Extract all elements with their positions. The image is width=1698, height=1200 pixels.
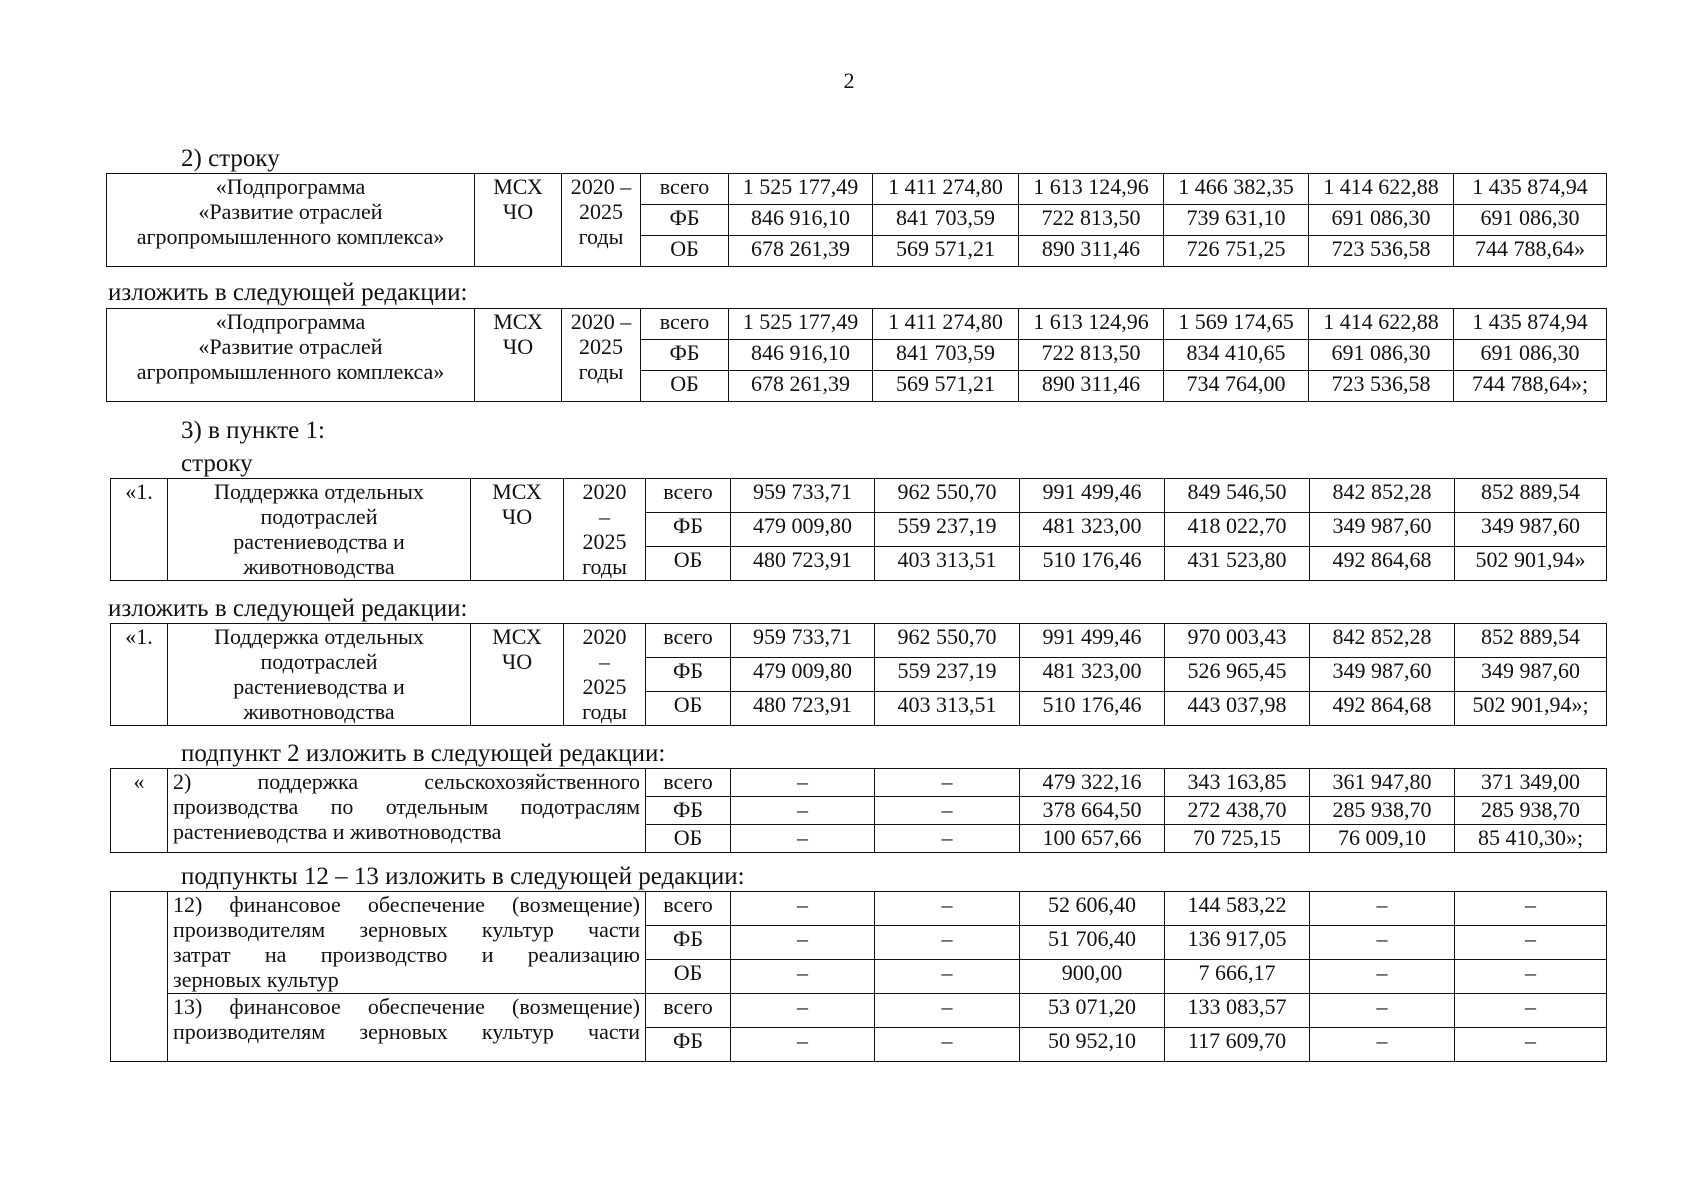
period-line: 2020 — [582, 479, 627, 504]
value-cell: 403 313,51 — [875, 547, 1020, 581]
program-name-line: «Подпрограмма — [215, 174, 366, 199]
period-line: 2025 — [579, 334, 623, 359]
value-cell: 51 706,40 — [1020, 926, 1165, 960]
executor-line: МСХ — [492, 479, 542, 504]
value-cell: – — [731, 797, 875, 825]
heading-edit: изложить в следующей редакции: — [108, 595, 468, 622]
budget-label: всего — [646, 892, 731, 926]
value-cell: 7 666,17 — [1165, 960, 1310, 994]
heading-row: строку — [181, 450, 253, 477]
value-cell: 479 009,80 — [731, 513, 875, 547]
description-line: 13) финансовое обеспечение (возмещение) — [173, 994, 640, 1019]
executor-line: ЧО — [501, 649, 533, 674]
value-cell: – — [731, 1028, 875, 1062]
value-cell: – — [731, 825, 875, 853]
value-cell: – — [875, 825, 1020, 853]
value-cell: – — [731, 994, 875, 1028]
program-name-line: Поддержка отдельных — [214, 479, 424, 504]
program-name-line: животноводства — [243, 554, 395, 579]
budget-label: ОБ — [646, 960, 731, 994]
heading-row: 2) строку — [181, 145, 280, 172]
executor — [471, 624, 564, 726]
budget-label: ФБ — [646, 1028, 731, 1062]
value-cell: 431 523,80 — [1165, 547, 1310, 581]
executor-line: МСХ — [492, 624, 542, 649]
subpoints-12-13-table — [110, 891, 1607, 1062]
value-cell: – — [875, 994, 1020, 1028]
value-cell: 70 725,15 — [1165, 825, 1310, 853]
budget-label: ФБ — [646, 658, 731, 692]
support-table-new — [110, 623, 1607, 726]
description-line: зерновых культур — [173, 967, 339, 992]
value-cell: 492 864,68 — [1310, 692, 1455, 726]
period — [562, 174, 641, 267]
period-line: – — [599, 649, 610, 674]
value-cell: 890 311,46 — [1019, 371, 1164, 402]
executor-line: ЧО — [502, 199, 534, 224]
item-number: «1. — [111, 624, 168, 726]
program-name-line: животноводства — [243, 699, 395, 724]
value-cell: 678 261,39 — [729, 371, 873, 402]
value-cell: 349 987,60 — [1310, 658, 1455, 692]
value-cell: 349 987,60 — [1455, 658, 1607, 692]
value-cell: 900,00 — [1020, 960, 1165, 994]
period-line: 2025 — [582, 674, 627, 699]
table-row — [107, 309, 1607, 340]
value-cell: – — [1455, 994, 1607, 1028]
description-line: затрат на производство и реализацию — [173, 942, 640, 967]
value-cell: – — [731, 892, 875, 926]
value-cell: 841 703,59 — [873, 205, 1019, 236]
subprogram-table-new — [106, 308, 1607, 402]
program-name — [168, 624, 471, 726]
budget-label: ОБ — [646, 825, 731, 853]
period — [562, 309, 641, 402]
heading-subpoint: подпункт 2 изложить в следующей редакции: — [181, 740, 666, 767]
value-cell: 852 889,54 — [1455, 624, 1607, 658]
value-cell: 691 086,30 — [1454, 340, 1607, 371]
period-line: 2020 – — [570, 309, 632, 334]
value-cell: – — [1455, 892, 1607, 926]
period — [564, 624, 646, 726]
program-name-line: подотраслей — [260, 504, 378, 529]
table-row — [111, 624, 1607, 658]
description-line: 2) поддержка сельскохозяйственного — [173, 769, 640, 794]
value-cell: 959 733,71 — [731, 624, 875, 658]
value-cell: 569 571,21 — [873, 371, 1019, 402]
value-cell: 285 938,70 — [1310, 797, 1455, 825]
value-cell: 492 864,68 — [1310, 547, 1455, 581]
value-cell: 481 323,00 — [1020, 658, 1165, 692]
program-name-line: агропромышленного комплекса» — [136, 224, 445, 249]
value-cell: 1 525 177,49 — [729, 309, 873, 340]
value-cell: 723 536,58 — [1309, 371, 1454, 402]
value-cell: 691 086,30 — [1309, 205, 1454, 236]
value-cell: 144 583,22 — [1165, 892, 1310, 926]
value-cell: 846 916,10 — [729, 205, 873, 236]
budget-label: всего — [641, 309, 729, 340]
value-cell: 510 176,46 — [1020, 692, 1165, 726]
executor-line: МСХ — [493, 309, 543, 334]
value-cell: 959 733,71 — [731, 479, 875, 513]
value-cell: 991 499,46 — [1020, 624, 1165, 658]
program-name-line: растениеводства и — [233, 529, 405, 554]
value-cell: – — [875, 892, 1020, 926]
period-line: годы — [582, 554, 627, 579]
heading-point: 3) в пункте 1: — [181, 417, 325, 444]
value-cell: 479 322,16 — [1020, 769, 1165, 797]
value-cell: 734 764,00 — [1164, 371, 1309, 402]
subpoint2-table — [110, 768, 1607, 853]
value-cell: 502 901,94»; — [1455, 692, 1607, 726]
value-cell: 361 947,80 — [1310, 769, 1455, 797]
subprogram-table-old — [106, 173, 1607, 267]
value-cell: 510 176,46 — [1020, 547, 1165, 581]
value-cell: 502 901,94» — [1455, 547, 1607, 581]
description-line: растениеводства и животноводства — [173, 819, 502, 844]
value-cell: 962 550,70 — [875, 479, 1020, 513]
description-line: производителям зерновых культур части — [173, 917, 640, 942]
value-cell: – — [731, 769, 875, 797]
value-cell: 722 813,50 — [1019, 205, 1164, 236]
executor — [475, 174, 562, 267]
value-cell: 418 022,70 — [1165, 513, 1310, 547]
heading-subpoints: подпункты 12 – 13 изложить в следующей редакции: — [181, 863, 745, 890]
value-cell: 1 569 174,65 — [1164, 309, 1309, 340]
value-cell: 744 788,64» — [1454, 236, 1607, 267]
program-name-line: «Подпрограмма — [215, 309, 366, 334]
value-cell: 1 435 874,94 — [1454, 174, 1607, 205]
value-cell: 962 550,70 — [875, 624, 1020, 658]
value-cell: – — [875, 1028, 1020, 1062]
value-cell: – — [875, 797, 1020, 825]
description-line: производства по отдельным подотраслям — [173, 794, 640, 819]
program-name — [168, 479, 471, 581]
executor-line: ЧО — [502, 334, 534, 359]
program-name-line: подотраслей — [260, 649, 378, 674]
value-cell: 1 435 874,94 — [1454, 309, 1607, 340]
value-cell: 842 852,28 — [1310, 624, 1455, 658]
period-line: годы — [578, 359, 624, 384]
value-cell: 133 083,57 — [1165, 994, 1310, 1028]
value-cell: 117 609,70 — [1165, 1028, 1310, 1062]
period-line: – — [599, 504, 610, 529]
table-row — [111, 769, 1607, 797]
description-line: 12) финансовое обеспечение (возмещение) — [173, 892, 640, 917]
period-line: 2020 – — [570, 174, 632, 199]
budget-label: ОБ — [641, 236, 729, 267]
value-cell: 349 987,60 — [1310, 513, 1455, 547]
value-cell: 403 313,51 — [875, 692, 1020, 726]
value-cell: 846 916,10 — [729, 340, 873, 371]
budget-label: ФБ — [641, 205, 729, 236]
value-cell: – — [1455, 960, 1607, 994]
value-cell: 479 009,80 — [731, 658, 875, 692]
program-name-line: растениеводства и — [233, 674, 405, 699]
value-cell: 85 410,30»; — [1455, 825, 1607, 853]
value-cell: 100 657,66 — [1020, 825, 1165, 853]
value-cell: – — [1310, 892, 1455, 926]
value-cell: 371 349,00 — [1455, 769, 1607, 797]
value-cell: 890 311,46 — [1019, 236, 1164, 267]
value-cell: 272 438,70 — [1165, 797, 1310, 825]
value-cell: – — [1455, 1028, 1607, 1062]
executor — [475, 309, 562, 402]
value-cell: – — [1310, 926, 1455, 960]
budget-label: ОБ — [641, 371, 729, 402]
executor-line: МСХ — [493, 174, 543, 199]
value-cell: 481 323,00 — [1020, 513, 1165, 547]
value-cell: 726 751,25 — [1164, 236, 1309, 267]
value-cell: 1 613 124,96 — [1019, 174, 1164, 205]
value-cell: 1 414 622,88 — [1309, 309, 1454, 340]
value-cell: 1 411 274,80 — [873, 174, 1019, 205]
program-name-line: Поддержка отдельных — [214, 624, 424, 649]
heading-edit: изложить в следующей редакции: — [108, 279, 468, 306]
support-table-old — [110, 478, 1607, 581]
budget-label: всего — [646, 624, 731, 658]
value-cell: 50 952,10 — [1020, 1028, 1165, 1062]
budget-label: всего — [646, 479, 731, 513]
value-cell: 52 606,40 — [1020, 892, 1165, 926]
value-cell: 1 411 274,80 — [873, 309, 1019, 340]
value-cell: – — [875, 769, 1020, 797]
table-row — [111, 479, 1607, 513]
budget-label: ФБ — [646, 926, 731, 960]
program-name — [107, 174, 475, 267]
program-name-line: «Развитие отраслей — [198, 334, 383, 359]
budget-label: ФБ — [646, 513, 731, 547]
value-cell: 76 009,10 — [1310, 825, 1455, 853]
program-name-line: «Развитие отраслей — [198, 199, 383, 224]
period-line: годы — [578, 224, 624, 249]
value-cell: 691 086,30 — [1454, 205, 1607, 236]
value-cell: – — [1310, 1028, 1455, 1062]
value-cell: 1 613 124,96 — [1019, 309, 1164, 340]
value-cell: 691 086,30 — [1309, 340, 1454, 371]
executor-line: ЧО — [501, 504, 533, 529]
value-cell: 559 237,19 — [875, 513, 1020, 547]
period-line: 2020 — [582, 624, 627, 649]
period — [564, 479, 646, 581]
budget-label: ФБ — [641, 340, 729, 371]
value-cell: – — [1310, 994, 1455, 1028]
value-cell: 852 889,54 — [1455, 479, 1607, 513]
budget-label: всего — [646, 769, 731, 797]
budget-label: всего — [641, 174, 729, 205]
value-cell: 739 631,10 — [1164, 205, 1309, 236]
value-cell: 285 938,70 — [1455, 797, 1607, 825]
value-cell: 849 546,50 — [1165, 479, 1310, 513]
value-cell: – — [875, 960, 1020, 994]
value-cell: 678 261,39 — [729, 236, 873, 267]
value-cell: 480 723,91 — [731, 692, 875, 726]
value-cell: – — [875, 926, 1020, 960]
value-cell: 1 414 622,88 — [1309, 174, 1454, 205]
value-cell: 343 163,85 — [1165, 769, 1310, 797]
period-line: 2025 — [579, 199, 623, 224]
item-description — [168, 769, 646, 853]
budget-label: всего — [646, 994, 731, 1028]
budget-label: ОБ — [646, 547, 731, 581]
budget-label: ФБ — [646, 797, 731, 825]
table-row — [111, 994, 1607, 1028]
value-cell: 443 037,98 — [1165, 692, 1310, 726]
value-cell: 53 071,20 — [1020, 994, 1165, 1028]
item-number — [111, 892, 168, 1062]
budget-label: ОБ — [646, 692, 731, 726]
value-cell: 970 003,43 — [1165, 624, 1310, 658]
table-row — [111, 892, 1607, 926]
value-cell: – — [731, 960, 875, 994]
value-cell: 744 788,64»; — [1454, 371, 1607, 402]
value-cell: – — [1455, 926, 1607, 960]
period-line: 2025 — [582, 529, 627, 554]
value-cell: – — [731, 926, 875, 960]
value-cell: – — [1310, 960, 1455, 994]
item-number: « — [111, 769, 168, 853]
value-cell: 1 525 177,49 — [729, 174, 873, 205]
period-line: годы — [582, 699, 627, 724]
value-cell: 136 917,05 — [1165, 926, 1310, 960]
item-number: «1. — [111, 479, 168, 581]
page-number: 2 — [843, 68, 855, 93]
item-description — [168, 994, 646, 1062]
program-name-line: агропромышленного комплекса» — [136, 359, 445, 384]
description-line: производителям зерновых культур части — [173, 1019, 640, 1044]
value-cell: 1 466 382,35 — [1164, 174, 1309, 205]
item-description — [168, 892, 646, 994]
value-cell: 841 703,59 — [873, 340, 1019, 371]
value-cell: 349 987,60 — [1455, 513, 1607, 547]
value-cell: 559 237,19 — [875, 658, 1020, 692]
table-row — [107, 174, 1607, 205]
program-name — [107, 309, 475, 402]
executor — [471, 479, 564, 581]
value-cell: 991 499,46 — [1020, 479, 1165, 513]
value-cell: 378 664,50 — [1020, 797, 1165, 825]
value-cell: 722 813,50 — [1019, 340, 1164, 371]
value-cell: 834 410,65 — [1164, 340, 1309, 371]
value-cell: 480 723,91 — [731, 547, 875, 581]
value-cell: 526 965,45 — [1165, 658, 1310, 692]
value-cell: 569 571,21 — [873, 236, 1019, 267]
value-cell: 723 536,58 — [1309, 236, 1454, 267]
value-cell: 842 852,28 — [1310, 479, 1455, 513]
